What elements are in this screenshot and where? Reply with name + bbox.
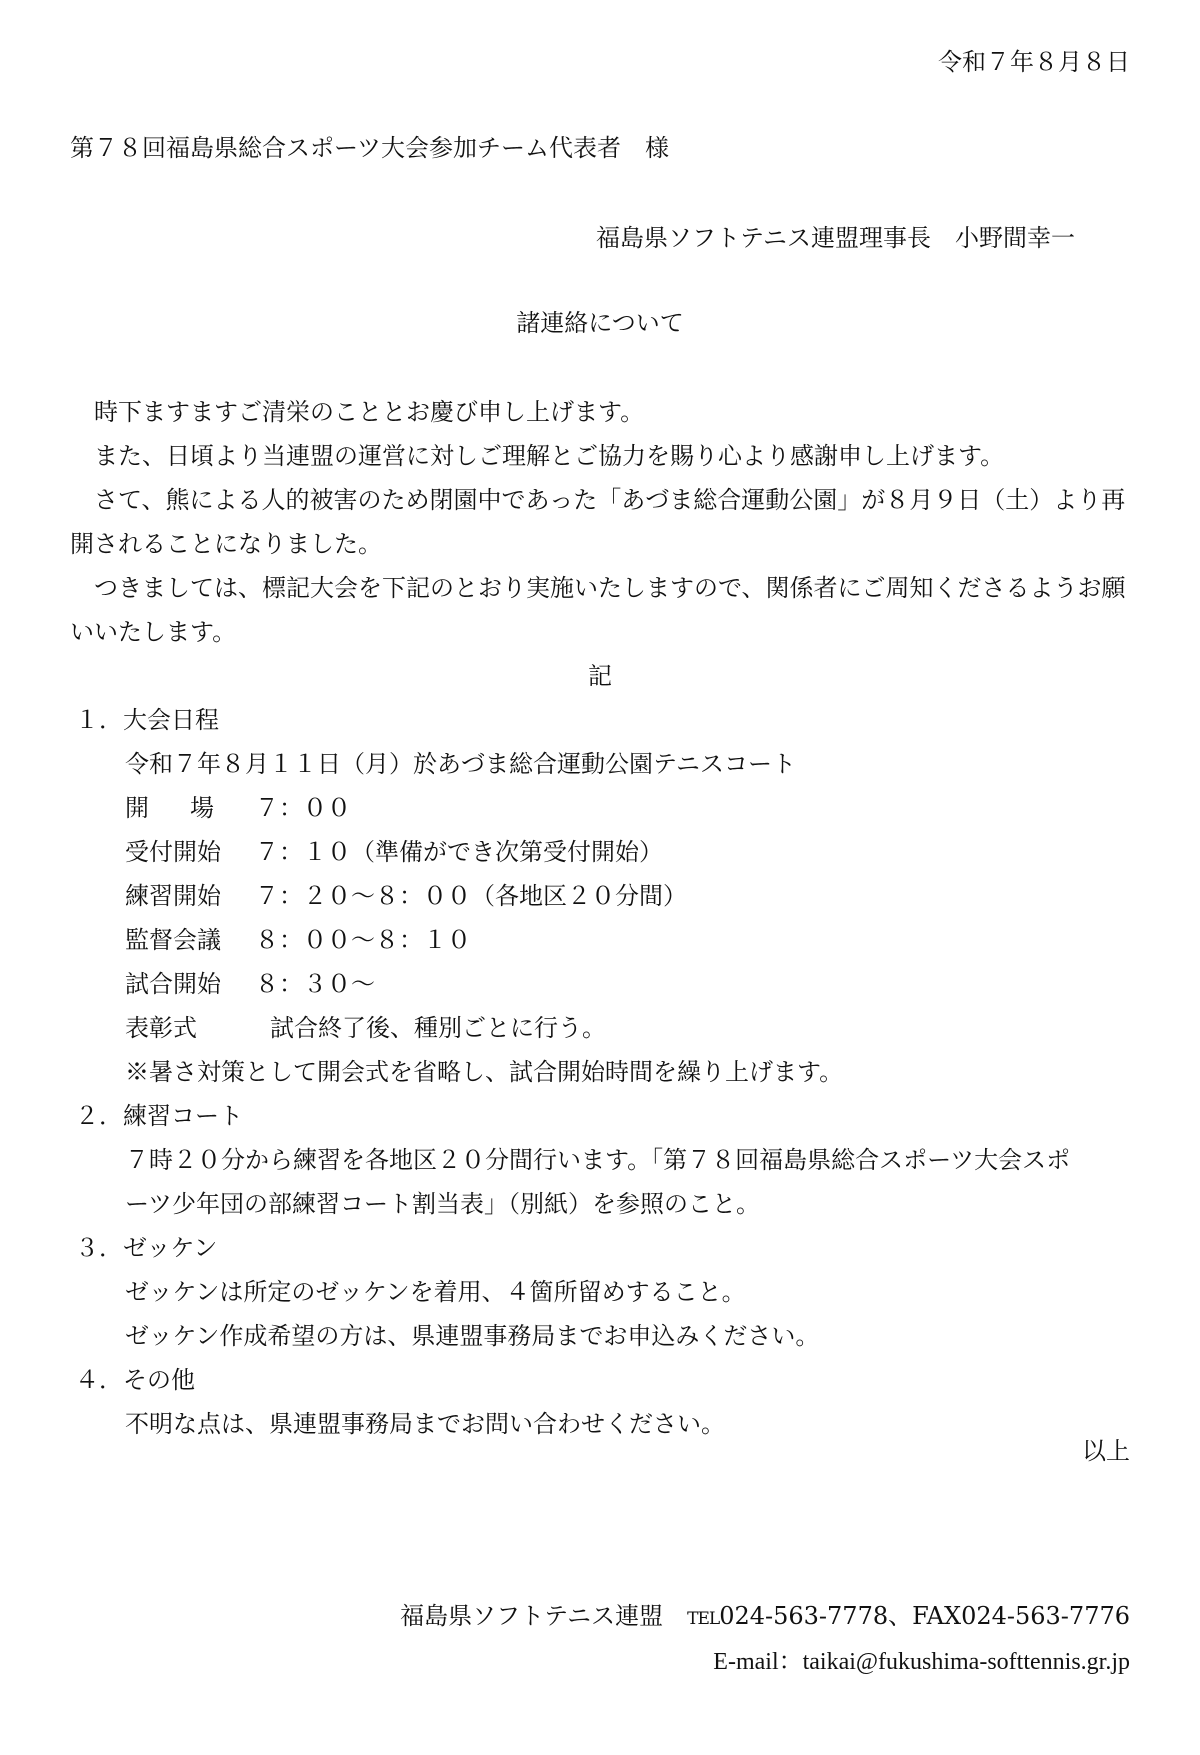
schedule-row-renshu — [125, 880, 687, 912]
shiai-value: ８：３０～ — [255, 970, 375, 998]
renshu-label: 練習開始 — [125, 882, 221, 910]
footer-tel-fax: 024-563-7778、FAX024-563-7776 — [719, 1602, 1130, 1630]
sender: 福島県ソフトテニス連盟理事長 小野間幸一 — [595, 224, 1075, 252]
hyosho-value: 試合終了後、種別ごとに行う。 — [270, 1014, 606, 1042]
schedule-row-uketsuke — [125, 836, 663, 868]
schedule-row-kaijo — [125, 792, 351, 824]
tel-mark: TEL — [687, 1609, 720, 1629]
document-subject: 諸連絡について — [516, 309, 684, 337]
implementation-paragraph: つきましては、標記大会を下記のとおり実施いたしますので、関係者にご周知くださるようお願いいたします。 — [70, 574, 1126, 646]
closing-ijo: 以上 — [1082, 1437, 1130, 1465]
schedule-note: ※暑さ対策として開会式を省略し、試合開始時間を繰り上げます。 — [125, 1058, 844, 1086]
kantoku-value: ８：００～８：１０ — [255, 926, 471, 954]
schedule-row-shiai — [125, 968, 375, 1000]
kaijo-label-1: 開 — [125, 794, 149, 822]
practice-court-line2: ーツ少年団の部練習コート割当表」（別紙）を参照のこと。 — [125, 1190, 761, 1218]
footer-email[interactable]: E-mail：taikai@fukushima-softtennis.gr.jp — [713, 1649, 1130, 1675]
shiai-label: 試合開始 — [125, 970, 221, 998]
thanks-paragraph: また、日頃より当連盟の運営に対しご理解とご協力を賜り心より感謝申し上げます。 — [94, 442, 1005, 470]
footer-contact — [400, 1600, 1130, 1635]
renshu-value: ７：２０～８：００（各地区２０分間） — [255, 882, 687, 910]
uketsuke-label: 受付開始 — [125, 838, 221, 866]
document-date: 令和７年８月８日 — [938, 48, 1130, 76]
section3-title: ３．ゼッケン — [75, 1234, 218, 1262]
kaijo-label-2: 場 — [190, 794, 214, 822]
section4-title: ４．その他 — [75, 1366, 195, 1394]
ki-heading: 記 — [588, 662, 612, 690]
zekken-line2: ゼッケン作成希望の方は、県連盟事務局までお申込みください。 — [125, 1322, 820, 1350]
hyosho-label: 表彰式 — [125, 1014, 197, 1042]
schedule-venue: 令和７年８月１１日（月）於あづま総合運動公園テニスコート — [125, 750, 797, 778]
addressee: 第７８回福島県総合スポーツ大会参加チーム代表者 様 — [70, 134, 670, 162]
other-line1: 不明な点は、県連盟事務局までお問い合わせください。 — [125, 1410, 725, 1438]
reopening-paragraph: さて、熊による人的被害のため閉園中であった「あづま総合運動公園」が８月９日（土）より再開されることになりました。 — [70, 486, 1126, 558]
greeting-paragraph: 時下ますますご清栄のこととお慶び申し上げます。 — [94, 398, 645, 426]
kaijo-value: ７：００ — [255, 794, 351, 822]
schedule-row-kantoku — [125, 924, 471, 956]
section1-title: １．大会日程 — [75, 706, 219, 734]
footer-org: 福島県ソフトテニス連盟 — [400, 1602, 664, 1630]
zekken-line1: ゼッケンは所定のゼッケンを着用、４箇所留めすること。 — [125, 1278, 746, 1306]
kantoku-label: 監督会議 — [125, 926, 221, 954]
section2-title: ２．練習コート — [75, 1102, 243, 1130]
practice-court-line1: ７時２０分から練習を各地区２０分間行います。「第７８回福島県総合スポーツ大会スポ — [125, 1146, 1071, 1174]
uketsuke-value: ７：１０（準備ができ次第受付開始） — [255, 838, 663, 866]
schedule-row-hyosho — [125, 1012, 606, 1044]
